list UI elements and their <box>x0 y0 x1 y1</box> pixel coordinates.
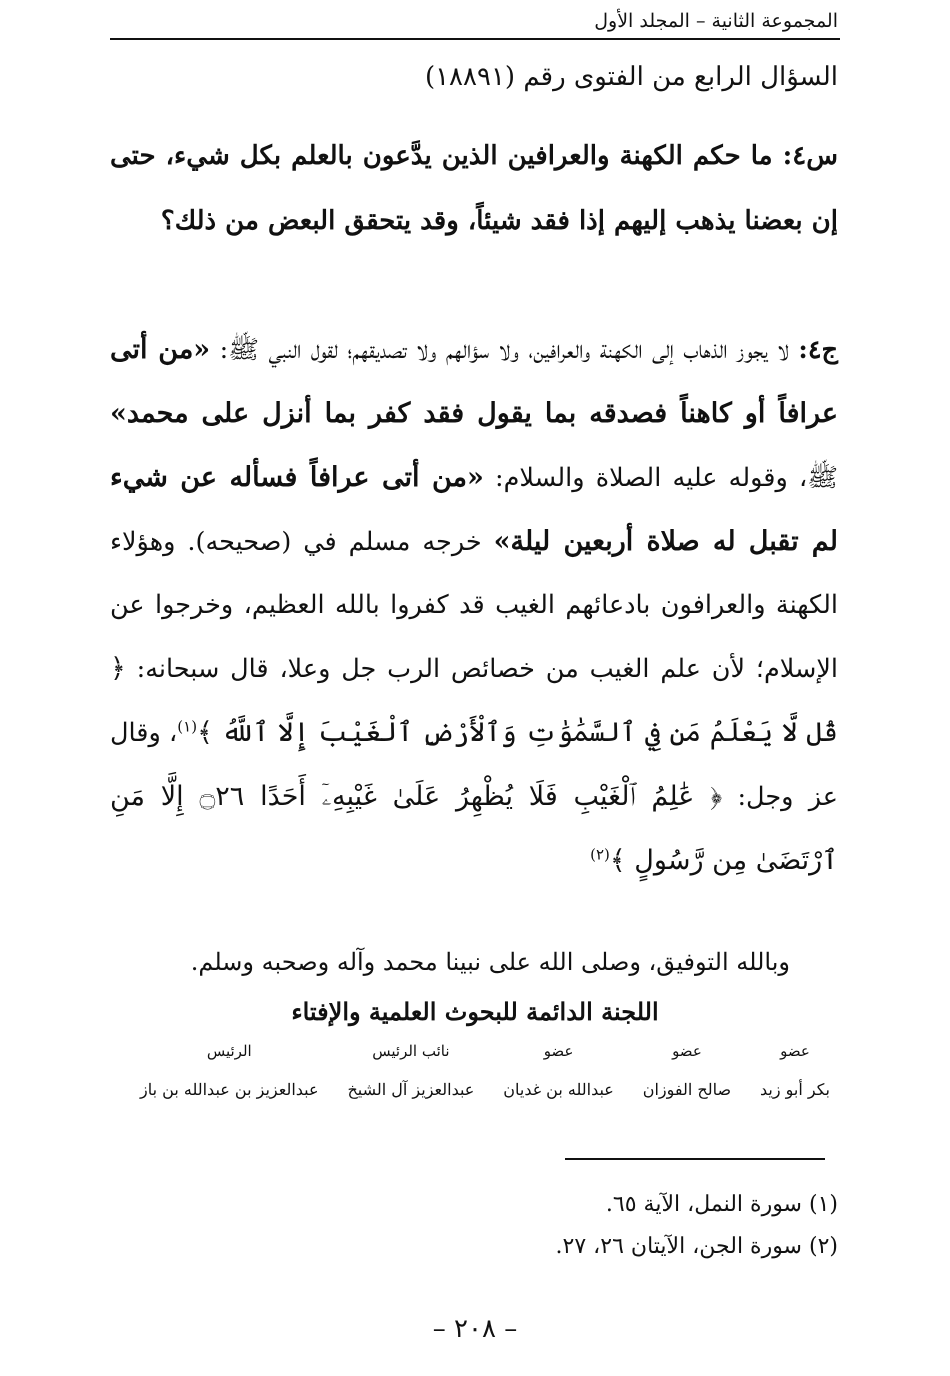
signatory-name: عبدالعزيز آل الشيخ <box>347 1080 475 1099</box>
signatory-role: عضو <box>672 1042 702 1060</box>
signatory-role: عضو <box>543 1042 574 1060</box>
signatory-name: بكر أبو زيد <box>759 1080 830 1099</box>
signatory-name: صالح الفوزان <box>642 1080 732 1099</box>
question-label: س٤: <box>782 141 838 171</box>
answer-paragraph <box>110 318 838 893</box>
footnote-rule <box>565 1158 825 1160</box>
signatory <box>347 1040 474 1110</box>
signatory-name: عبدالله بن غديان <box>503 1080 614 1099</box>
signatory <box>760 1040 830 1110</box>
signatories-block <box>140 1040 830 1110</box>
signatory-role: نائب الرئيس <box>372 1042 450 1060</box>
signatory-name: عبدالعزيز بن عبدالله بن باز <box>140 1080 319 1099</box>
answer-text-part4: ، وقال عز وجل: <box>110 718 838 812</box>
signatory-role: الرئيس <box>206 1042 252 1060</box>
footnote-1: (١) سورة النمل، الآية ٦٥. <box>605 1192 838 1217</box>
question-paragraph <box>110 124 838 254</box>
fatwa-question-reference: السؤال الرابع من الفتوى رقم (١٨٨٩١) <box>424 62 838 92</box>
answer-label: ج٤: <box>798 335 838 365</box>
running-head: المجموعة الثانية – المجلد الأول <box>594 10 838 32</box>
signatory <box>503 1040 614 1110</box>
answer-text-part2: ﷺ، وقوله عليه الصلاة والسلام: <box>495 463 839 493</box>
hadith-quote-1: «من أتى عرافاً أو كاهناً فصدقه بما يقول فقد كفر بما أنزل على محمد» <box>110 334 838 429</box>
footnotes <box>556 1184 838 1268</box>
committee-title: اللجنة الدائمة للبحوث العلمية والإفتاء <box>291 997 659 1026</box>
answer-text-part3: خرجه مسلم في (صحيحه). وهؤلاء الكهنة والعرافون بادعائهم الغيب قد كفروا بالله العظيم، وخرجوا عن الإسلام؛ لأن علم الغيب من خصائص الرب جل وعلا، قال سبحانه: <box>110 527 838 684</box>
quran-verse-2: ﴿ عَٰلِمُ ٱلْغَيْبِ فَلَا يُظْهِرُ عَلَىٰ غَيْبِهِۦٓ أَحَدًا ۝٢٦ إِلَّا مَنِ ٱرْتَضَىٰ مِن رَّسُولٍ ﴾ <box>110 781 838 876</box>
quran-verse-1: ﴿ قُل لَّا يَعْلَمُ مَن فِي ٱلسَّمَٰوَٰتِ وَٱلْأَرْضِ ٱلْغَيْبَ إِلَّا ٱللَّهُ ﴾ <box>110 653 838 748</box>
page-number: – ٢٠٨ – <box>432 1314 518 1344</box>
footnote-ref-2: (٢) <box>590 845 610 864</box>
closing-line: وبالله التوفيق، وصلى الله على نبينا محمد وآله وصحبه وسلم. <box>190 948 790 976</box>
signatory <box>643 1040 731 1110</box>
footnote-ref-1: (١) <box>177 717 198 736</box>
header-rule <box>110 38 840 40</box>
answer-text-part1: لا يجوز الذهاب إلى الكهنة والعرافين، ولا سؤالهم ولا تصديقهم؛ لقول النبي ﷺ: <box>219 335 789 365</box>
signatory-role: عضو <box>780 1042 810 1060</box>
footnote-2: (٢) سورة الجن، الآيتان ٢٦، ٢٧. <box>555 1234 838 1259</box>
hadith-quote-2: «من أتى عرافاً فسأله عن شيء لم تقبل له صلاة أربعين ليلة» <box>110 462 838 557</box>
signatory <box>140 1040 319 1110</box>
question-text: ما حكم الكهنة والعرافين الذين يدَّعون بالعلم بكل شيء، حتى إن بعضنا يذهب إليهم إذا فقد شيئاً، وقد يتحقق البعض من ذلك؟ <box>110 141 838 236</box>
